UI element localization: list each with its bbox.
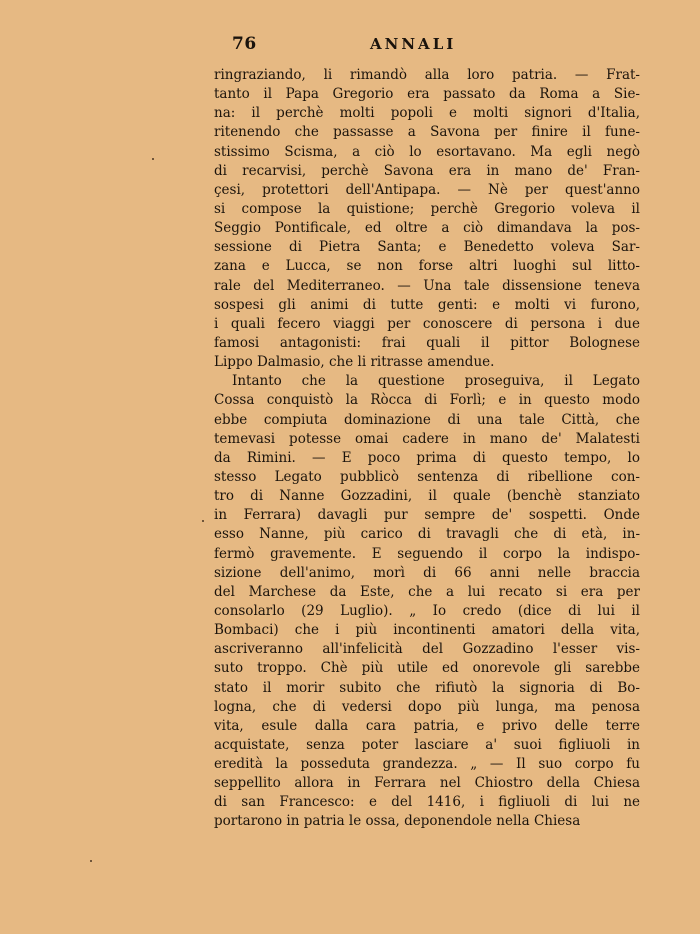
text-line: i quali fecero viaggi per conoscere di persona i due — [214, 315, 640, 332]
text-line: Cossa conquistò la Ròcca di Forlì; e in questo modo — [214, 392, 640, 409]
text-line: stesso Legato pubblicò sentenza di ribellione con- — [214, 468, 640, 485]
text-line: del Marchese da Este, che a lui recato si era per — [214, 583, 640, 600]
text-line: acquistate, senza poter lasciare a' suoi figliuoli in — [214, 736, 640, 753]
text-line: ascriveranno all'infelicità del Gozzadino l'esser vis- — [214, 641, 640, 658]
text-line: si compose la quistione; perchè Gregorio voleva il — [214, 200, 640, 217]
text-line: rale del Mediterraneo. — Una tale dissensione teneva — [214, 277, 640, 294]
text-line: di recarvisi, perchè Savona era in mano de' Fran- — [214, 162, 640, 179]
text-line: sessione di Pietra Santa; e Benedetto voleva Sar- — [214, 239, 640, 256]
page-number: 76 — [232, 34, 257, 54]
text-line: stato il morir subito che rifiutò la signoria di Bo- — [214, 679, 640, 696]
text-line: fermò gravemente. E seguendo il corpo la indispo- — [214, 545, 640, 562]
page-header — [232, 34, 492, 56]
text-line: Seggio Pontificale, ed oltre a ciò dimandava la pos- — [214, 220, 640, 237]
text-line: in Ferrara) davagli pur sempre de' sospetti. Onde — [214, 507, 640, 524]
text-line: Bombaci) che i più incontinenti amatori della vita, — [214, 622, 640, 639]
paragraph-end-line: Lippo Dalmasio, che li ritrasse amendue. — [214, 354, 495, 371]
text-line: sospesi gli animi di tutte genti: e molti vi furono, — [214, 296, 640, 313]
text-line: ringraziando, li rimandò alla loro patria. — Frat- — [214, 67, 640, 83]
paper-speck — [90, 860, 92, 862]
text-line: vita, esule dalla cara patria, e privo delle terre — [214, 717, 640, 734]
text-line: logna, che di vedersi dopo più lunga, ma penosa — [214, 698, 640, 715]
text-line: eredità la posseduta grandezza. „ — Il suo corpo fu — [214, 756, 640, 773]
text-line: famosi antagonisti: frai quali il pittor Bolognese — [214, 334, 640, 351]
text-line: di san Francesco: e del 1416, i figliuoli di lui ne — [214, 794, 640, 811]
text-line: seppellito allora in Ferrara nel Chiostro della Chiesa — [214, 775, 640, 792]
text-line: sizione dell'animo, morì di 66 anni nelle braccia — [214, 564, 640, 581]
text-line: na: il perchè molti popoli e molti signori d'Italia, — [214, 105, 640, 122]
paper-speck — [152, 158, 154, 160]
text-line: esso Nanne, più carico di travagli che di età, in- — [214, 526, 640, 543]
text-line: suto troppo. Chè più utile ed onorevole gli sarebbe — [214, 660, 640, 677]
text-line: stissimo Scisma, a ciò lo esortavano. Ma egli negò — [214, 143, 640, 160]
text-line: tanto il Papa Gregorio era passato da Roma a Sie- — [214, 86, 640, 103]
text-line: zana e Lucca, se non forse altri luoghi sul litto- — [214, 258, 640, 275]
running-title: ANNALI — [370, 35, 457, 53]
text-line: tro di Nanne Gozzadini, il quale (benchè stanziato — [214, 488, 640, 505]
body-text — [214, 66, 640, 832]
paper-speck — [202, 520, 204, 522]
text-line: da Rimini. — E poco prima di questo tempo, lo — [214, 449, 640, 466]
text-line: portarono in patria le ossa, deponendole nella Chiesa — [214, 813, 581, 830]
text-line: temevasi potesse omai cadere in mano de' Malatesti — [214, 430, 640, 447]
text-line: consolarlo (29 Luglio). „ Io credo (dice di lui il — [214, 602, 640, 619]
text-line: ritenendo che passasse a Savona per finire il fune- — [214, 124, 640, 141]
paragraph-start-line: Intanto che la questione proseguiva, il Legato — [232, 373, 640, 390]
text-line: çesi, protettori dell'Antipapa. — Nè per quest'anno — [214, 181, 640, 198]
text-line: ebbe compiuta dominazione di una tale Città, che — [214, 411, 640, 428]
